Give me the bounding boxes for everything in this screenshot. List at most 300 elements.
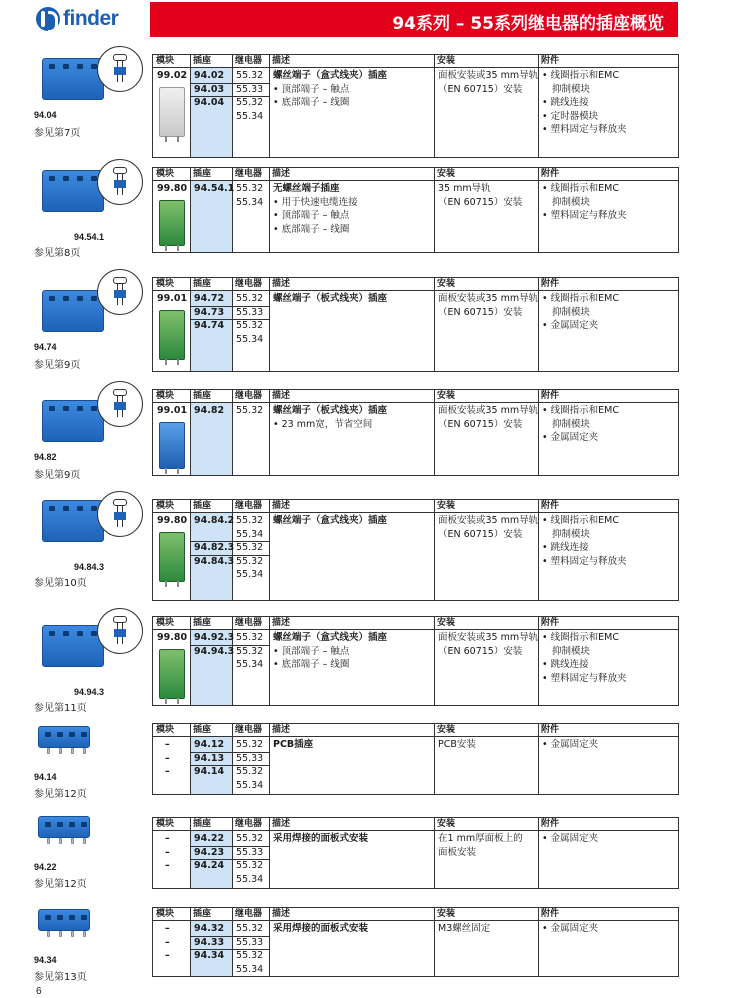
socket-table-block (152, 817, 679, 889)
module-pin (177, 245, 179, 251)
socket-terminal-hole (57, 732, 63, 737)
relay-code: 55.32 (236, 542, 264, 553)
accessory-item: • 金属固定夹 (542, 833, 599, 844)
description-title: 螺丝端子（盒式线夹）插座 (273, 515, 388, 526)
header-module: 模块 (156, 618, 175, 628)
description-line: • 底部端子 – 线圈 (273, 223, 350, 235)
column-divider (538, 724, 539, 794)
header-socket: 插座 (193, 501, 212, 511)
relay-code: 55.33 (236, 306, 264, 318)
relay-code: 55.34 (236, 528, 264, 540)
socket-product-image (38, 726, 90, 748)
socket-terminal-hole (81, 915, 87, 920)
accessory-item: • 塑料固定与释放夹 (542, 672, 627, 684)
module-pin (165, 359, 167, 365)
relay-code: 55.32 (236, 555, 264, 567)
page-reference: 参见第9页 (34, 470, 81, 481)
header-mount: 安装 (437, 909, 456, 919)
module-pin (177, 359, 179, 365)
header-socket: 插座 (193, 909, 212, 919)
header-acc: 附件 (541, 391, 560, 401)
socket-table-block (152, 54, 679, 158)
socket-code: 94.02 (194, 70, 225, 81)
socket-code: 94.82 (194, 405, 225, 416)
relay-code: 55.34 (236, 110, 264, 122)
socket-code: 94.13 (194, 752, 225, 764)
column-divider (269, 500, 270, 600)
accessory-item: 抑制模块 (552, 645, 591, 657)
accessory-item: • 金属固定夹 (542, 923, 599, 934)
column-divider (190, 617, 191, 705)
socket-code: 94.12 (194, 739, 225, 750)
accessory-item: • 金属固定夹 (542, 739, 599, 750)
column-divider (538, 55, 539, 157)
description-title: 螺丝端子（盒式线夹）插座 (273, 70, 388, 81)
module-code: – (165, 739, 170, 750)
product-thumbnail (32, 905, 144, 998)
header-relay: 继电器 (235, 819, 263, 829)
page-reference: 参见第9页 (34, 360, 81, 371)
product-thumbnail (32, 812, 144, 912)
mounting-text: （EN 60715）安装 (438, 528, 523, 540)
description-title: 采用焊接的面板式安装 (273, 923, 369, 934)
socket-terminal-hole (45, 822, 51, 827)
coil-module-image (159, 200, 185, 246)
socket-terminal-hole (49, 406, 55, 411)
socket-table-block (152, 167, 679, 253)
column-divider (538, 278, 539, 371)
relay-code: 55.34 (236, 873, 264, 885)
socket-code: 94.84.3 (194, 555, 235, 567)
socket-product-image (42, 400, 104, 442)
header-desc: 描述 (272, 279, 291, 289)
coil-module-image (159, 310, 185, 360)
header-relay: 继电器 (235, 169, 263, 179)
terminal-type-icon (97, 46, 143, 92)
header-acc: 附件 (541, 819, 560, 829)
mounting-text: （EN 60715）安装 (438, 306, 523, 318)
mounting-text: （EN 60715）安装 (438, 83, 523, 95)
column-divider (232, 278, 233, 371)
header-socket: 插座 (193, 725, 212, 735)
mounting-text: 面板安装或35 mm导轨 (438, 293, 539, 304)
description-title: 螺丝端子（板式线夹）插座 (273, 405, 388, 416)
column-divider (232, 168, 233, 252)
socket-terminal-hole (81, 732, 87, 737)
socket-table-block (152, 277, 679, 372)
socket-terminal-hole (49, 64, 55, 69)
description-title: 采用焊接的面板式安装 (273, 833, 369, 844)
socket-terminal-hole (77, 176, 83, 181)
description-title: 螺丝端子（盒式线夹）插座 (273, 632, 388, 643)
accessory-item: • 线圈指示和EMC (542, 405, 619, 416)
socket-terminal-hole (63, 64, 69, 69)
socket-pin (47, 838, 50, 844)
module-code: 99.02 (157, 70, 188, 81)
accessory-item: • 线圈指示和EMC (542, 183, 619, 194)
column-divider (232, 390, 233, 475)
socket-code: 94.33 (194, 936, 225, 948)
column-divider (190, 500, 191, 600)
column-divider (190, 724, 191, 794)
socket-terminal-hole (63, 176, 69, 181)
column-divider (538, 500, 539, 600)
header-mount: 安装 (437, 279, 456, 289)
column-divider (232, 908, 233, 976)
column-divider (434, 724, 435, 794)
column-divider (269, 390, 270, 475)
column-divider (190, 390, 191, 475)
column-divider (434, 500, 435, 600)
header-module: 模块 (156, 56, 175, 66)
socket-table-block (152, 616, 679, 706)
mounting-text: 面板安装或35 mm导轨 (438, 632, 539, 643)
description-line: • 底部端子 – 线圈 (273, 97, 350, 108)
socket-terminal-hole (49, 631, 55, 636)
header-relay: 继电器 (235, 391, 263, 401)
socket-product-image (42, 500, 104, 542)
socket-terminal-hole (45, 915, 51, 920)
socket-terminal-hole (69, 822, 75, 827)
coil-module-image (159, 532, 185, 582)
module-code: 99.80 (157, 183, 188, 194)
socket-code: 94.23 (194, 846, 225, 858)
accessory-item: 抑制模块 (552, 83, 591, 95)
module-pin (165, 698, 167, 704)
socket-pin (47, 748, 50, 754)
product-code: 94.94.3 (74, 687, 105, 697)
header-acc: 附件 (541, 909, 560, 919)
module-code: 99.80 (157, 632, 188, 643)
header-desc: 描述 (272, 391, 291, 401)
relay-code: 55.32 (236, 632, 264, 643)
socket-product-image (42, 170, 104, 212)
product-code: 94.22 (34, 862, 57, 872)
accessory-item: • 线圈指示和EMC (542, 70, 619, 81)
terminal-clamp (114, 290, 126, 298)
socket-pin (83, 931, 86, 937)
header-mount: 安装 (437, 56, 456, 66)
description-title: 无螺丝端子插座 (273, 183, 340, 194)
accessory-item: 抑制模块 (552, 306, 591, 318)
accessory-item: 抑制模块 (552, 196, 591, 208)
socket-terminal-hole (63, 506, 69, 511)
product-code: 94.54.1 (74, 232, 105, 242)
socket-terminal-hole (81, 822, 87, 827)
socket-pin (83, 748, 86, 754)
module-code: 99.01 (157, 293, 188, 304)
header-relay: 继电器 (235, 618, 263, 628)
mounting-text: M3螺丝固定 (438, 923, 491, 934)
header-module: 模块 (156, 391, 175, 401)
header-acc: 附件 (541, 279, 560, 289)
column-divider (269, 908, 270, 976)
module-dash: – (165, 860, 170, 871)
module-dash: – (165, 752, 170, 764)
description-line: • 顶部端子 – 触点 (273, 645, 350, 657)
mounting-text: 面板安装 (438, 846, 477, 858)
mounting-text: PCB安装 (438, 739, 476, 750)
socket-code: 94.54.1 (194, 183, 235, 194)
header-mount: 安装 (437, 501, 456, 511)
column-divider (269, 55, 270, 157)
socket-code: 94.73 (194, 306, 225, 318)
header-module: 模块 (156, 169, 175, 179)
page-reference: 参见第8页 (34, 248, 81, 259)
socket-terminal-hole (77, 506, 83, 511)
module-dash: – (165, 950, 170, 961)
column-divider (269, 278, 270, 371)
module-pin (177, 698, 179, 704)
relay-code: 55.32 (236, 950, 264, 961)
module-code: – (165, 923, 170, 934)
column-divider (269, 724, 270, 794)
header-relay: 继电器 (235, 56, 263, 66)
header-mount: 安装 (437, 169, 456, 179)
mounting-text: （EN 60715）安装 (438, 418, 523, 430)
module-pin (165, 468, 167, 474)
accessory-item: • 线圈指示和EMC (542, 632, 619, 643)
header-socket: 插座 (193, 56, 212, 66)
header-relay: 继电器 (235, 501, 263, 511)
module-pin (177, 136, 179, 142)
column-divider (538, 818, 539, 888)
relay-code: 55.34 (236, 963, 264, 975)
module-dash: – (165, 936, 170, 948)
socket-terminal-hole (63, 406, 69, 411)
relay-code: 55.32 (236, 70, 264, 81)
module-pin (165, 136, 167, 142)
accessory-item: • 塑料固定与释放夹 (542, 210, 627, 221)
page-reference: 参见第10页 (34, 578, 87, 589)
header-socket: 插座 (193, 169, 212, 179)
relay-code: 55.34 (236, 196, 264, 208)
header-socket: 插座 (193, 819, 212, 829)
socket-code: 94.94.3 (194, 645, 235, 657)
socket-pin (71, 838, 74, 844)
page-title: 94系列 – 55系列继电器的插座概览 (150, 2, 678, 37)
socket-terminal-hole (91, 296, 97, 301)
header-acc: 附件 (541, 725, 560, 735)
coil-module-image (159, 87, 185, 137)
product-code: 94.14 (34, 772, 57, 782)
column-divider (269, 168, 270, 252)
terminal-type-icon (97, 608, 143, 654)
header-module: 模块 (156, 279, 175, 289)
column-divider (434, 617, 435, 705)
accessory-item: • 线圈指示和EMC (542, 293, 619, 304)
relay-code: 55.34 (236, 779, 264, 791)
relay-code: 55.32 (236, 320, 264, 331)
relay-code: 55.33 (236, 752, 264, 764)
socket-terminal-hole (49, 176, 55, 181)
product-code: 94.34 (34, 955, 57, 965)
header-acc: 附件 (541, 501, 560, 511)
socket-table-block (152, 499, 679, 601)
column-divider (434, 390, 435, 475)
coil-module-image (159, 422, 185, 469)
header-mount: 安装 (437, 618, 456, 628)
socket-code: 94.72 (194, 293, 225, 304)
socket-product-image (42, 290, 104, 332)
accessory-item: • 跳线连接 (542, 97, 589, 108)
module-pin (177, 468, 179, 474)
relay-code: 55.32 (236, 833, 264, 844)
column-divider (538, 617, 539, 705)
relay-code: 55.34 (236, 659, 264, 670)
header-mount: 安装 (437, 725, 456, 735)
terminal-type-icon (97, 269, 143, 315)
module-code: – (165, 833, 170, 844)
relay-code: 55.33 (236, 83, 264, 95)
header-module: 模块 (156, 501, 175, 511)
product-thumbnail (32, 722, 144, 822)
header-mount: 安装 (437, 819, 456, 829)
socket-terminal-hole (77, 296, 83, 301)
module-code: 99.01 (157, 405, 188, 416)
socket-code: 94.03 (194, 83, 225, 95)
description-line: • 用于快速电缆连接 (273, 196, 358, 208)
product-code: 94.84.3 (74, 562, 105, 572)
product-code: 94.04 (34, 110, 57, 120)
header-mount: 安装 (437, 391, 456, 401)
accessory-item: • 塑料固定与释放夹 (542, 555, 627, 567)
socket-terminal-hole (91, 506, 97, 511)
header-desc: 描述 (272, 169, 291, 179)
relay-code: 55.32 (236, 183, 264, 194)
socket-terminal-hole (63, 296, 69, 301)
terminal-clamp (114, 402, 126, 410)
column-divider (232, 818, 233, 888)
page-reference: 参见第7页 (34, 128, 81, 139)
column-divider (190, 908, 191, 976)
column-divider (232, 55, 233, 157)
relay-code: 55.33 (236, 846, 264, 858)
socket-pin (59, 931, 62, 937)
relay-code: 55.32 (236, 645, 264, 657)
socket-code: 94.84.2 (194, 515, 235, 526)
socket-terminal-hole (57, 822, 63, 827)
socket-product-image (42, 625, 104, 667)
header-desc: 描述 (272, 819, 291, 829)
mounting-text: 面板安装或35 mm导轨 (438, 70, 539, 81)
page-reference: 参见第13页 (34, 972, 87, 983)
socket-product-image (38, 816, 90, 838)
header-acc: 附件 (541, 56, 560, 66)
module-dash: – (165, 766, 170, 777)
terminal-clamp (114, 512, 126, 520)
socket-table-block (152, 723, 679, 795)
terminal-clamp (114, 629, 126, 637)
socket-code: 94.92.3 (194, 632, 235, 643)
header-acc: 附件 (541, 618, 560, 628)
coil-module-image (159, 649, 185, 699)
socket-table-block (152, 389, 679, 476)
description-title: PCB插座 (273, 739, 314, 750)
column-divider (190, 55, 191, 157)
column-divider (434, 278, 435, 371)
column-divider (190, 168, 191, 252)
socket-product-image (38, 909, 90, 931)
page-reference: 参见第12页 (34, 789, 87, 800)
terminal-type-icon (97, 381, 143, 427)
page-number: 6 (36, 986, 42, 997)
relay-code: 55.32 (236, 515, 264, 526)
socket-terminal-hole (77, 64, 83, 69)
column-divider (434, 908, 435, 976)
socket-code: 94.82.3 (194, 542, 235, 553)
description-line: • 顶部端子 – 触点 (273, 210, 350, 221)
module-dash: – (165, 846, 170, 858)
accessory-item: 抑制模块 (552, 418, 591, 430)
header-relay: 继电器 (235, 279, 263, 289)
terminal-clamp (114, 67, 126, 75)
mounting-text: 35 mm导轨 (438, 183, 491, 194)
socket-terminal-hole (45, 732, 51, 737)
page-reference: 参见第12页 (34, 879, 87, 890)
page-reference: 参见第11页 (34, 703, 87, 714)
module-pin (165, 245, 167, 251)
module-code: 99.80 (157, 515, 188, 526)
socket-code: 94.22 (194, 833, 225, 844)
relay-code: 55.34 (236, 569, 264, 580)
description-line: • 底部端子 – 线圈 (273, 659, 350, 670)
socket-code: 94.04 (194, 97, 225, 108)
mounting-text: （EN 60715）安装 (438, 645, 523, 657)
column-divider (538, 908, 539, 976)
header-relay: 继电器 (235, 909, 263, 919)
accessory-item: • 定时器模块 (542, 110, 599, 122)
socket-terminal-hole (63, 631, 69, 636)
terminal-clamp (114, 180, 126, 188)
accessory-item: • 跳线连接 (542, 542, 589, 553)
description-title: 螺丝端子（板式线夹）插座 (273, 293, 388, 304)
header-desc: 描述 (272, 909, 291, 919)
relay-code: 55.32 (236, 293, 264, 304)
mounting-text: 面板安装或35 mm导轨 (438, 405, 539, 416)
module-pin (177, 581, 179, 587)
socket-terminal-hole (69, 915, 75, 920)
description-line: • 23 mm宽，节省空间 (273, 418, 373, 430)
header-acc: 附件 (541, 169, 560, 179)
header-desc: 描述 (272, 725, 291, 735)
socket-code: 94.74 (194, 320, 225, 331)
relay-code: 55.32 (236, 405, 264, 416)
accessory-item: • 跳线连接 (542, 659, 589, 670)
header-module: 模块 (156, 909, 175, 919)
accessory-item: • 塑料固定与释放夹 (542, 124, 627, 135)
relay-code: 55.32 (236, 97, 264, 108)
module-pin (165, 581, 167, 587)
terminal-type-icon (97, 159, 143, 205)
socket-pin (47, 931, 50, 937)
socket-terminal-hole (91, 406, 97, 411)
relay-code: 55.32 (236, 923, 264, 934)
mounting-text: （EN 60715）安装 (438, 196, 523, 208)
relay-code: 55.34 (236, 333, 264, 345)
relay-code: 55.32 (236, 766, 264, 777)
header-module: 模块 (156, 819, 175, 829)
socket-code: 94.32 (194, 923, 225, 934)
socket-terminal-hole (57, 915, 63, 920)
accessory-item: • 金属固定夹 (542, 320, 599, 331)
socket-terminal-hole (77, 631, 83, 636)
socket-pin (71, 931, 74, 937)
mounting-text: 在1 mm厚面板上的 (438, 833, 523, 844)
socket-pin (83, 838, 86, 844)
socket-terminal-hole (77, 406, 83, 411)
socket-table-block (152, 907, 679, 977)
